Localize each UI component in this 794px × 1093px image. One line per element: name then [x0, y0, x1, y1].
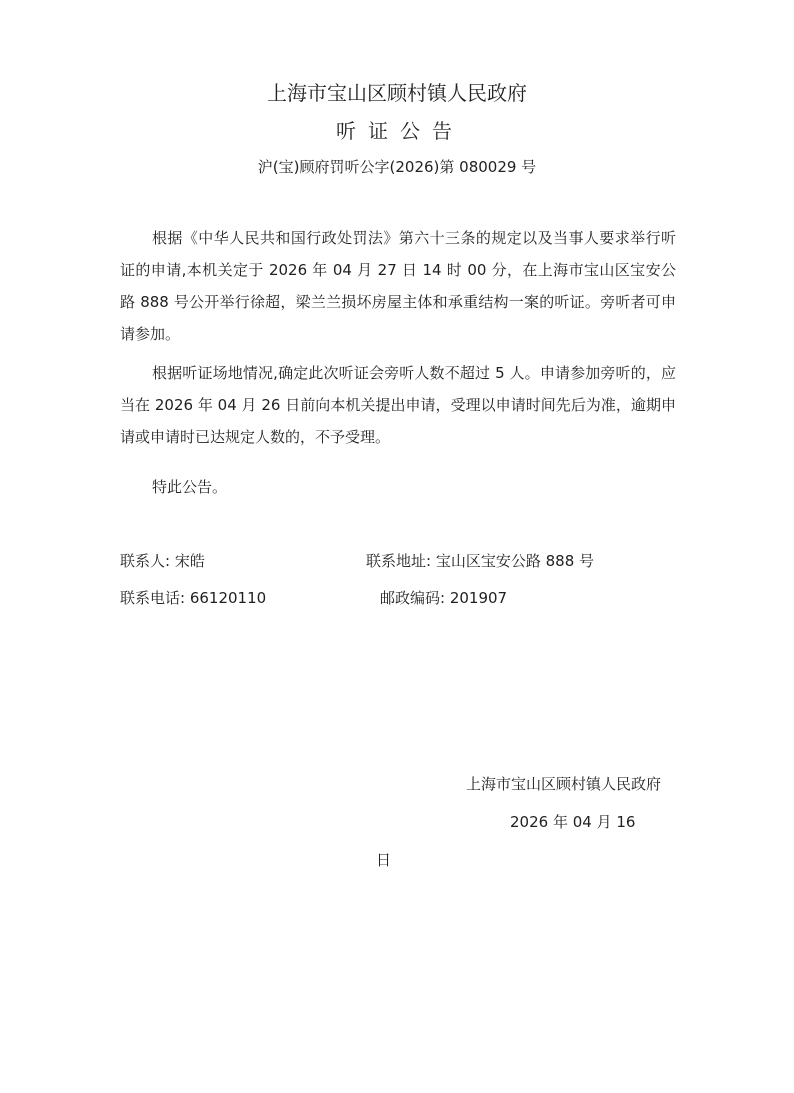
contact-phone-label: 联系电话:	[120, 589, 186, 607]
contact-person-value: 宋皓	[174, 552, 205, 570]
body-paragraph-attendance-rules	[120, 357, 676, 453]
contact-address	[366, 550, 594, 571]
signature-date: 2026 年 04 月 16	[510, 813, 636, 831]
signature-date-day-suffix: 日	[376, 851, 392, 869]
postal-code	[380, 587, 507, 608]
contact-phone	[120, 587, 266, 608]
postal-code-value: 201907	[449, 589, 508, 607]
contact-address-label: 联系地址:	[366, 552, 432, 570]
paragraph-text: 根据《中华人民共和国行政处罚法》第六十三条的规定以及当事人要求举行听证的申请,本机关定于 2026 年 04 月 27 日 14 时 00 分，在上海市宝山区宝安公路 888 号公开举行徐超，梁兰兰损坏房屋主体和承重结构一案的听证。旁听者可申请参加。	[120, 229, 676, 343]
contact-phone-value: 66120110	[189, 589, 267, 607]
body-paragraph-closing	[120, 471, 676, 503]
document-number: 沪(宝)顾府罚听公字(2026)第 080029 号	[257, 158, 537, 176]
contact-person-label: 联系人:	[120, 552, 171, 570]
paragraph-text: 根据听证场地情况,确定此次听证会旁听人数不超过 5 人。申请参加旁听的，应当在 2026 年 04 月 26 日前向本机关提出申请，受理以申请时间先后为准，逾期申请或申请时已达规定人数的，不予受理。	[120, 364, 676, 446]
body-paragraph-hearing-schedule	[120, 222, 676, 350]
contact-address-value: 宝山区宝安公路 888 号	[435, 552, 595, 570]
postal-code-label: 邮政编码:	[380, 589, 446, 607]
contact-person	[120, 550, 205, 571]
paragraph-text: 特此公告。	[152, 478, 228, 496]
issuing-organization-title: 上海市宝山区顾村镇人民政府	[267, 81, 527, 105]
notice-title: 听证公告	[336, 119, 464, 143]
signature-organization: 上海市宝山区顾村镇人民政府	[466, 775, 662, 793]
